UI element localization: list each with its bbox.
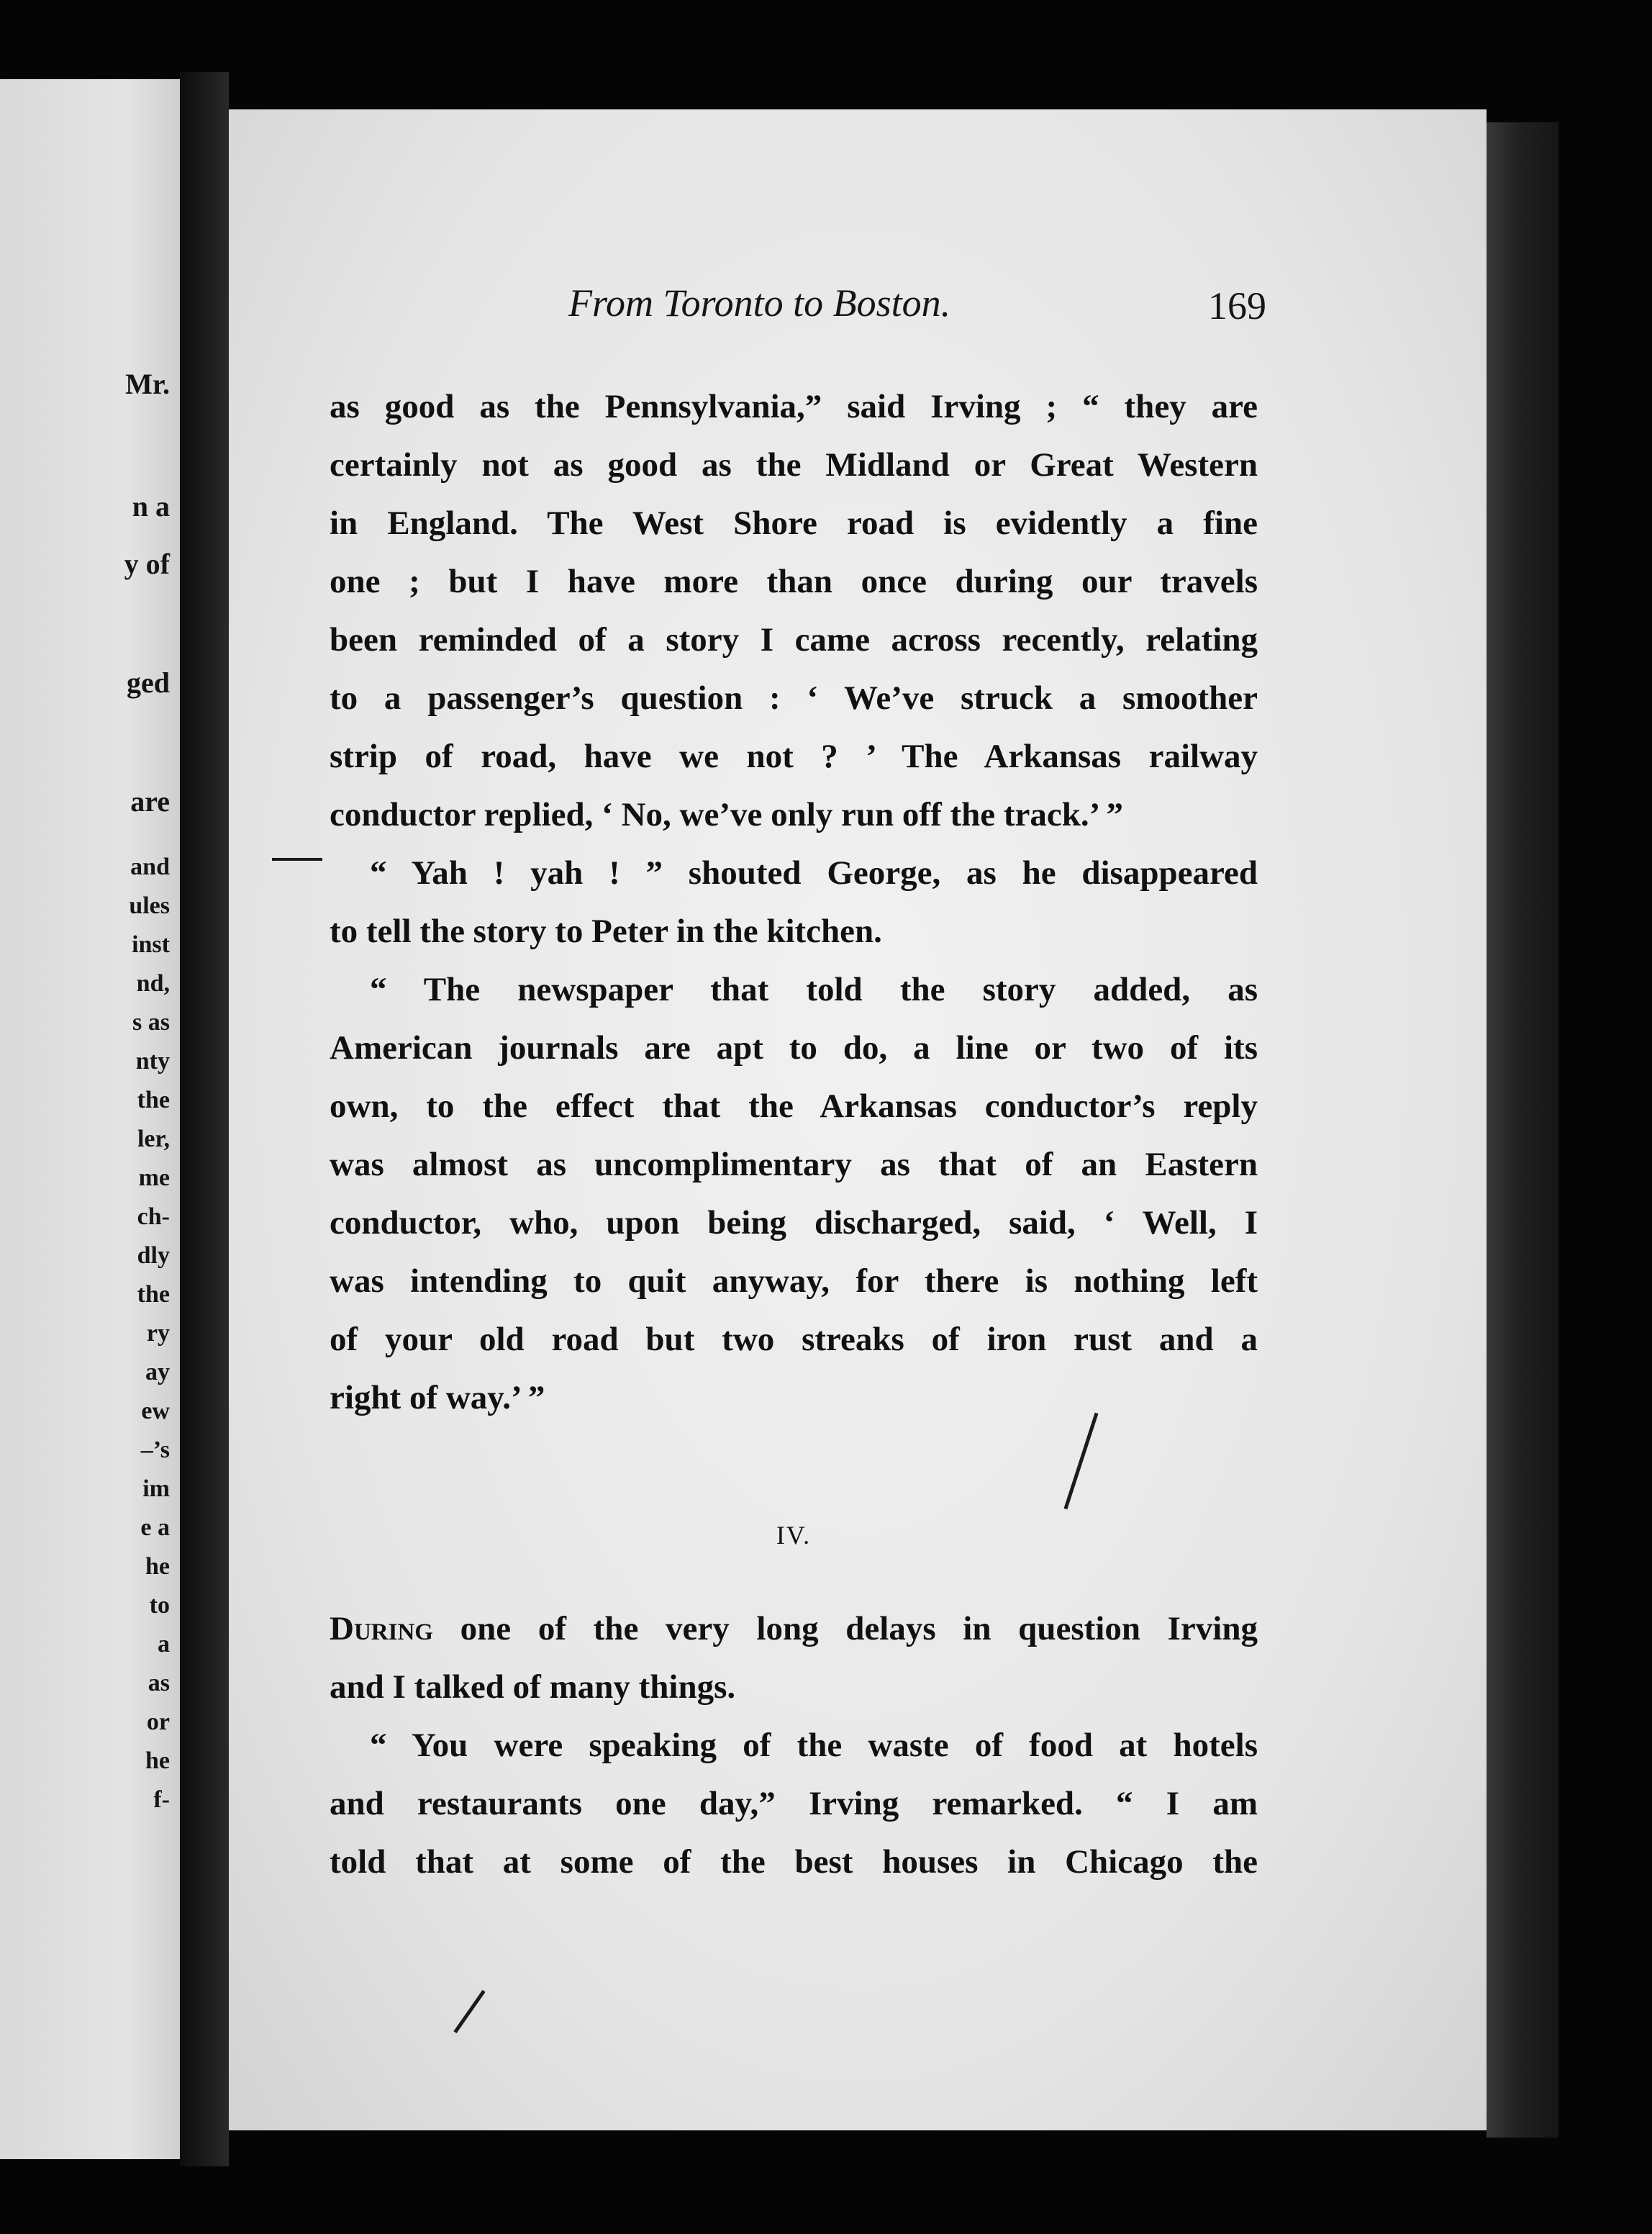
left-page-fragment: im <box>142 1475 170 1502</box>
text-line: “ Yah ! yah ! ” shouted George, as he disappeared <box>370 854 1258 892</box>
left-page-fragment: me <box>138 1165 170 1191</box>
left-page-fragment: dly <box>137 1242 170 1269</box>
left-page-fragment: ay <box>145 1359 170 1385</box>
left-page-fragment: inst <box>132 931 170 958</box>
text-line: conductor, who, upon being discharged, said, ‘ Well, I <box>330 1204 1258 1242</box>
left-page-fragment: the <box>137 1281 170 1308</box>
left-page-fragment: Mr. <box>125 368 170 400</box>
text-line: certainly not as good as the Midland or Great Western <box>330 446 1258 484</box>
text-line: and restaurants one day,” Irving remarked. “ I am <box>330 1785 1258 1822</box>
left-page-fragment: nd, <box>136 970 170 997</box>
paragraph <box>330 1717 1258 1891</box>
left-page-fragment: s as <box>132 1009 170 1036</box>
text-line <box>330 1600 1258 1658</box>
running-head <box>331 281 1266 331</box>
left-page-fragment: to <box>149 1592 170 1619</box>
left-page-fragment: –’s <box>140 1437 170 1463</box>
text-line: been reminded of a story I came across recently, relating <box>330 621 1258 659</box>
page-text <box>330 378 1258 1891</box>
left-page-fragment: a <box>158 1631 170 1658</box>
text-line: and I talked of many things. <box>330 1668 736 1706</box>
left-page-fragment: as <box>148 1670 170 1696</box>
text-line: of your old road but two streaks of iron rust and a <box>330 1321 1258 1358</box>
left-page-fragment: and <box>130 854 170 880</box>
text-line: conductor replied, ‘ No, we’ve only run off the track.’ ” <box>330 796 1124 833</box>
text-line: “ The newspaper that told the story added, as <box>370 971 1258 1008</box>
text-line: as good as the Pennsylvania,” said Irving ; “ they are <box>330 388 1258 425</box>
left-facing-page <box>0 79 180 2159</box>
text-line: one ; but I have more than once during our travels <box>330 563 1258 600</box>
text-line: “ You were speaking of the waste of food at hotels <box>370 1727 1258 1764</box>
left-page-fragment: ew <box>141 1398 170 1424</box>
text-line: was almost as uncomplimentary as that of an Eastern <box>330 1146 1258 1183</box>
text-line: American journals are apt to do, a line or two of its <box>330 1029 1258 1067</box>
text-line: strip of road, have we not ? ’ The Arkansas railway <box>330 738 1258 775</box>
left-page-fragment: the <box>137 1087 170 1113</box>
text-line: to a passenger’s question : ‘ We’ve struck a smoother <box>330 679 1258 717</box>
left-page-fragment: n a <box>132 490 170 523</box>
margin-dash-mark <box>272 858 322 861</box>
left-page-fragment: ged <box>127 666 170 699</box>
text-line: to tell the story to Peter in the kitchen. <box>330 913 882 950</box>
paragraph <box>330 844 1258 961</box>
line-rest: one of the very long delays in question Irving <box>432 1610 1258 1647</box>
left-page-fragment: he <box>145 1747 170 1774</box>
left-page-fragment: ules <box>129 892 170 919</box>
left-page-fragment: ch- <box>137 1203 170 1230</box>
paragraph <box>330 1600 1258 1717</box>
left-page-fragment: are <box>130 785 170 818</box>
left-page-fragment: f- <box>153 1786 170 1813</box>
text-line: right of way.’ ” <box>330 1379 545 1416</box>
paragraph <box>330 961 1258 1427</box>
left-page-fragment: nty <box>135 1048 170 1075</box>
left-page-fragment: ry <box>146 1320 170 1347</box>
text-line: in England. The West Shore road is evidently a fine <box>330 505 1258 542</box>
section-number: IV. <box>776 1521 812 1550</box>
page-number: 169 <box>1208 284 1266 327</box>
paragraph <box>330 378 1258 844</box>
left-page-fragment: he <box>145 1553 170 1580</box>
page-edge <box>1487 122 1558 2138</box>
running-title: From Toronto to Boston. <box>568 281 951 325</box>
left-page-fragment: or <box>146 1709 170 1735</box>
drop-word: During <box>330 1610 433 1647</box>
left-page-fragment: ler, <box>137 1126 170 1152</box>
text-line: was intending to quit anyway, for there is nothing left <box>330 1262 1258 1300</box>
left-page-fragment: y of <box>124 548 170 580</box>
text-line: told that at some of the best houses in Chicago the <box>330 1843 1258 1881</box>
text-line: own, to the effect that the Arkansas conductor’s reply <box>330 1087 1258 1125</box>
left-page-fragment: e a <box>140 1514 170 1541</box>
book-gutter <box>180 72 229 2166</box>
